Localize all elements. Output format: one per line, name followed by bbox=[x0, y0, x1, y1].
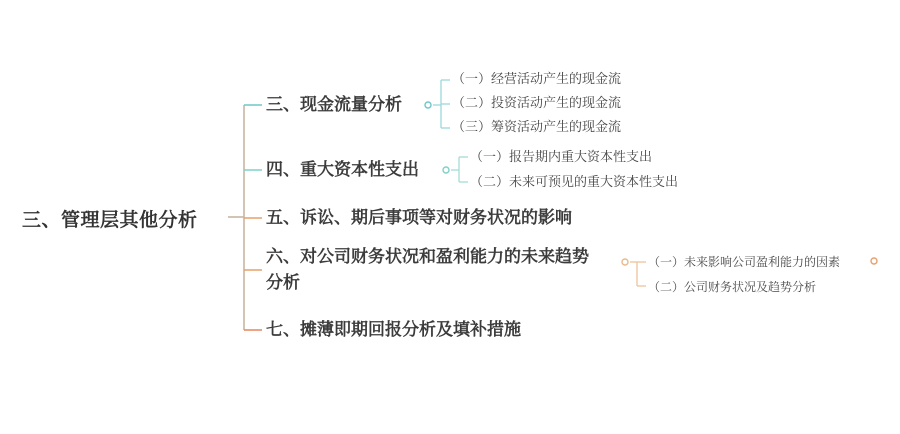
mindmap-branch-3[interactable]: 五、诉讼、期后事项等对财务状况的影响 bbox=[266, 208, 572, 227]
collapse-handle-4[interactable] bbox=[622, 259, 628, 265]
mindmap-branch-2-child-1[interactable]: （一）报告期内重大资本性支出 bbox=[470, 149, 653, 164]
collapse-handle-2[interactable] bbox=[443, 167, 449, 173]
mindmap-branch-4-child-1[interactable]: （一）未来影响公司盈利能力的因素 bbox=[648, 255, 841, 269]
mindmap-branch-2-child-2[interactable]: （二）未来可预见的重大资本性支出 bbox=[470, 174, 679, 189]
collapse-handle-4-1[interactable] bbox=[871, 258, 877, 264]
mindmap-branch-1-child-3[interactable]: （三）筹资活动产生的现金流 bbox=[452, 119, 622, 134]
mindmap-root[interactable]: 三、管理层其他分析 bbox=[22, 210, 198, 231]
mindmap-branch-1[interactable]: 三、现金流量分析 bbox=[266, 95, 402, 114]
mindmap-branch-1-child-1[interactable]: （一）经营活动产生的现金流 bbox=[452, 71, 622, 86]
mindmap-branch-2[interactable]: 四、重大资本性支出 bbox=[266, 160, 419, 179]
collapse-handle-1[interactable] bbox=[425, 102, 431, 108]
mindmap-branch-1-child-2[interactable]: （二）投资活动产生的现金流 bbox=[452, 95, 622, 110]
mindmap-branch-5[interactable]: 七、摊薄即期回报分析及填补措施 bbox=[266, 320, 521, 339]
mindmap-branch-4-child-2[interactable]: （二）公司财务状况及趋势分析 bbox=[648, 280, 817, 294]
mindmap-branch-4[interactable]: 六、对公司财务状况和盈利能力的未来趋势分析 bbox=[266, 247, 589, 292]
